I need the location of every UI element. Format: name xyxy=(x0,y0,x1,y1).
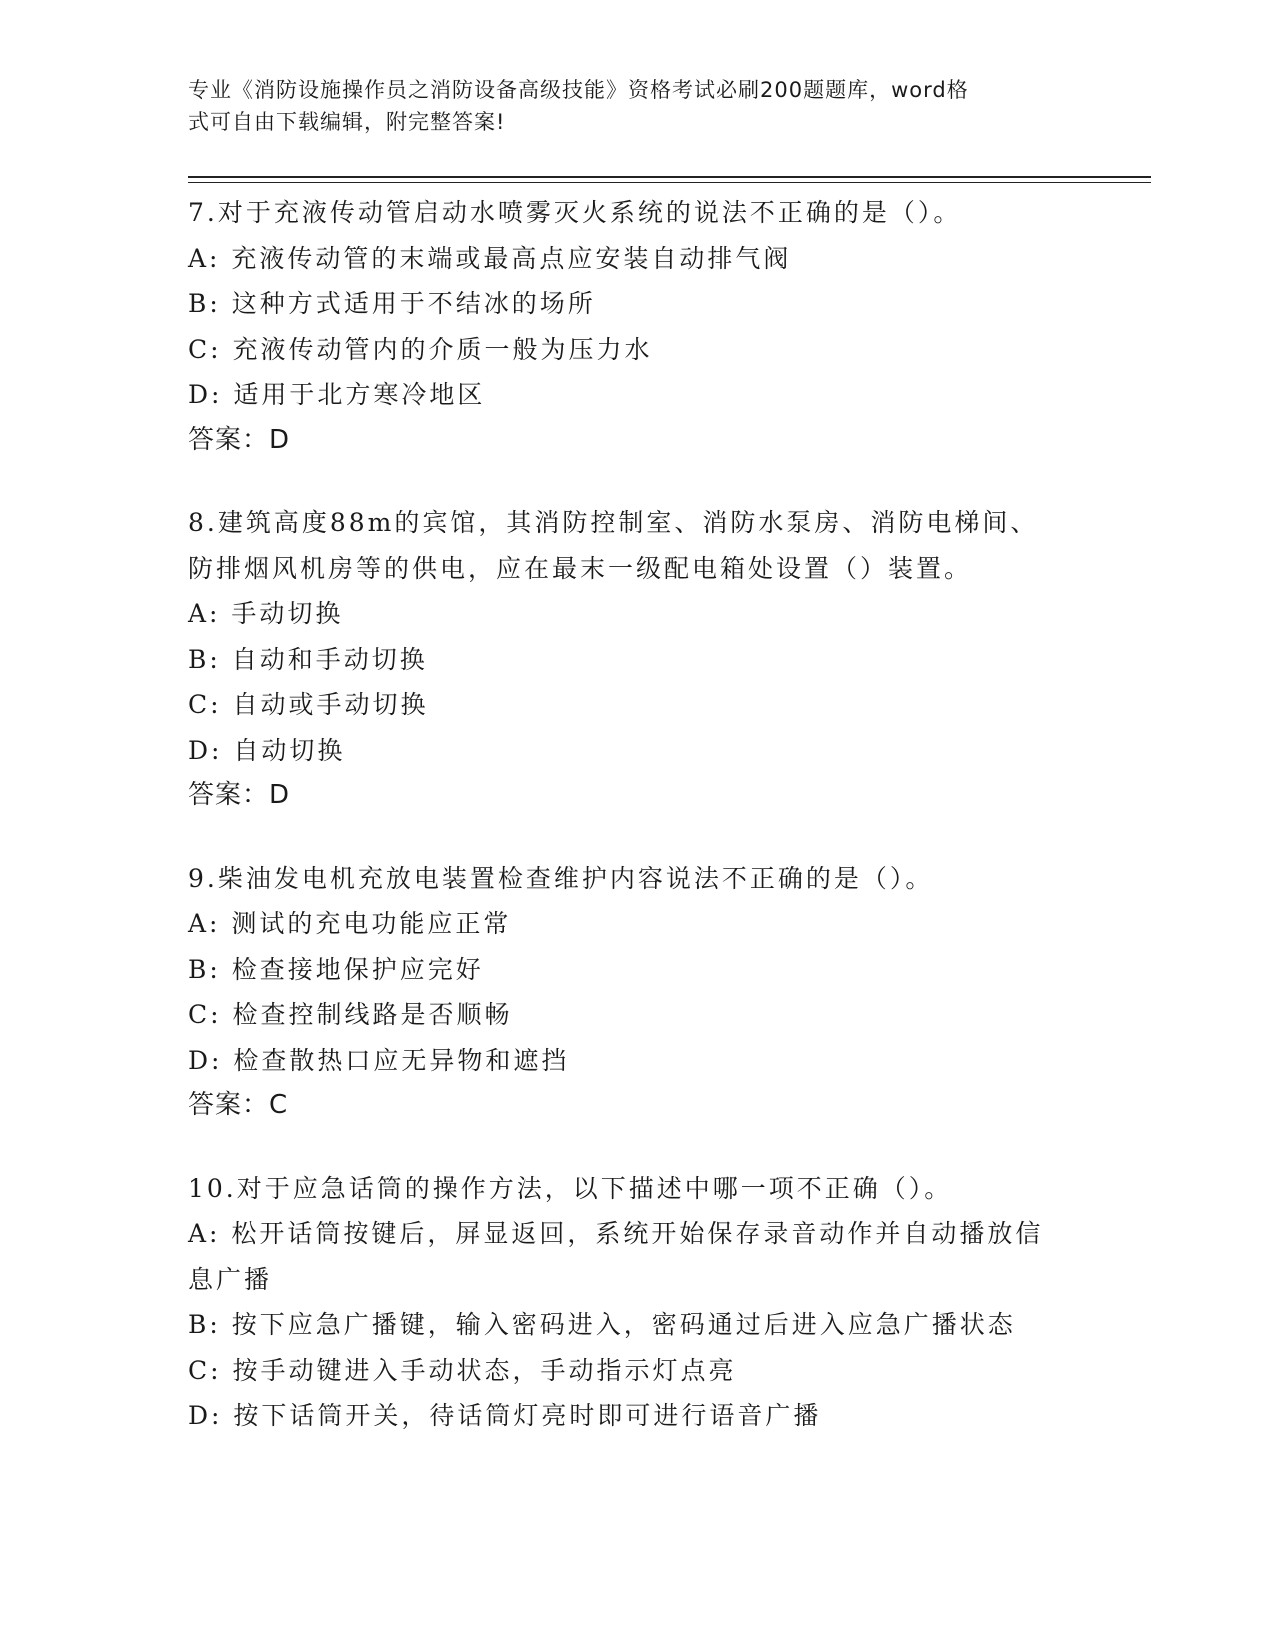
question-7 xyxy=(188,190,1088,463)
answer: 答案：C xyxy=(188,1090,289,1120)
option-d: D: 检查散热口应无异物和遮挡 xyxy=(188,1045,570,1075)
question-stem-line-2: 防排烟风机房等的供电，应在最末一级配电箱处设置（）装置。 xyxy=(188,553,973,583)
option-b: B: 这种方式适用于不结冰的场所 xyxy=(188,289,596,318)
option-c: C: 自动或手动切换 xyxy=(188,690,429,719)
answer: 答案：D xyxy=(188,780,291,810)
document-header xyxy=(188,74,1068,138)
option-b: B: 检查接地保护应完好 xyxy=(188,954,484,984)
header-divider-thick xyxy=(188,176,1151,178)
option-d: D: 适用于北方寒冷地区 xyxy=(188,380,486,409)
header-line-1: 专业《消防设施操作员之消防设备高级技能》资格考试必刷200题题库，word格 xyxy=(188,78,969,102)
question-8 xyxy=(188,500,1088,819)
header-line-2: 式可自由下载编辑，附完整答案! xyxy=(188,110,506,134)
question-stem: 9.柴油发电机充放电装置检查维护内容说法不正确的是（）。 xyxy=(188,863,934,893)
answer: 答案：D xyxy=(188,424,291,455)
option-a: A: 充液传动管的末端或最高点应安装自动排气阀 xyxy=(188,243,792,273)
option-a: A: 手动切换 xyxy=(188,599,344,628)
question-9 xyxy=(188,856,1088,1129)
header-divider-thin xyxy=(188,182,1151,183)
question-stem: 10.对于应急话筒的操作方法，以下描述中哪一项不正确（）。 xyxy=(188,1173,953,1203)
option-c: C: 检查控制线路是否顺畅 xyxy=(188,1000,513,1029)
option-b: B: 按下应急广播键，输入密码进入，密码通过后进入应急广播状态 xyxy=(188,1310,1016,1339)
option-a: A: 松开话筒按键后，屏显返回，系统开始保存录音动作并自动播放信息广播 xyxy=(188,1219,1044,1294)
question-10 xyxy=(188,1166,1088,1439)
question-list xyxy=(188,190,1088,1476)
option-d: D: 按下话筒开关，待话筒灯亮时即可进行语音广播 xyxy=(188,1401,822,1430)
option-c: C: 充液传动管内的介质一般为压力水 xyxy=(188,334,653,364)
option-b: B: 自动和手动切换 xyxy=(188,644,428,674)
question-stem: 7.对于充液传动管启动水喷雾灭火系统的说法不正确的是（）。 xyxy=(188,198,962,227)
option-c: C: 按手动键进入手动状态，手动指示灯点亮 xyxy=(188,1355,737,1385)
option-d: D: 自动切换 xyxy=(188,735,346,765)
question-stem-line-1: 8.建筑高度88m的宾馆，其消防控制室、消防水泵房、消防电梯间、 xyxy=(188,508,1039,537)
option-a: A: 测试的充电功能应正常 xyxy=(188,909,512,938)
